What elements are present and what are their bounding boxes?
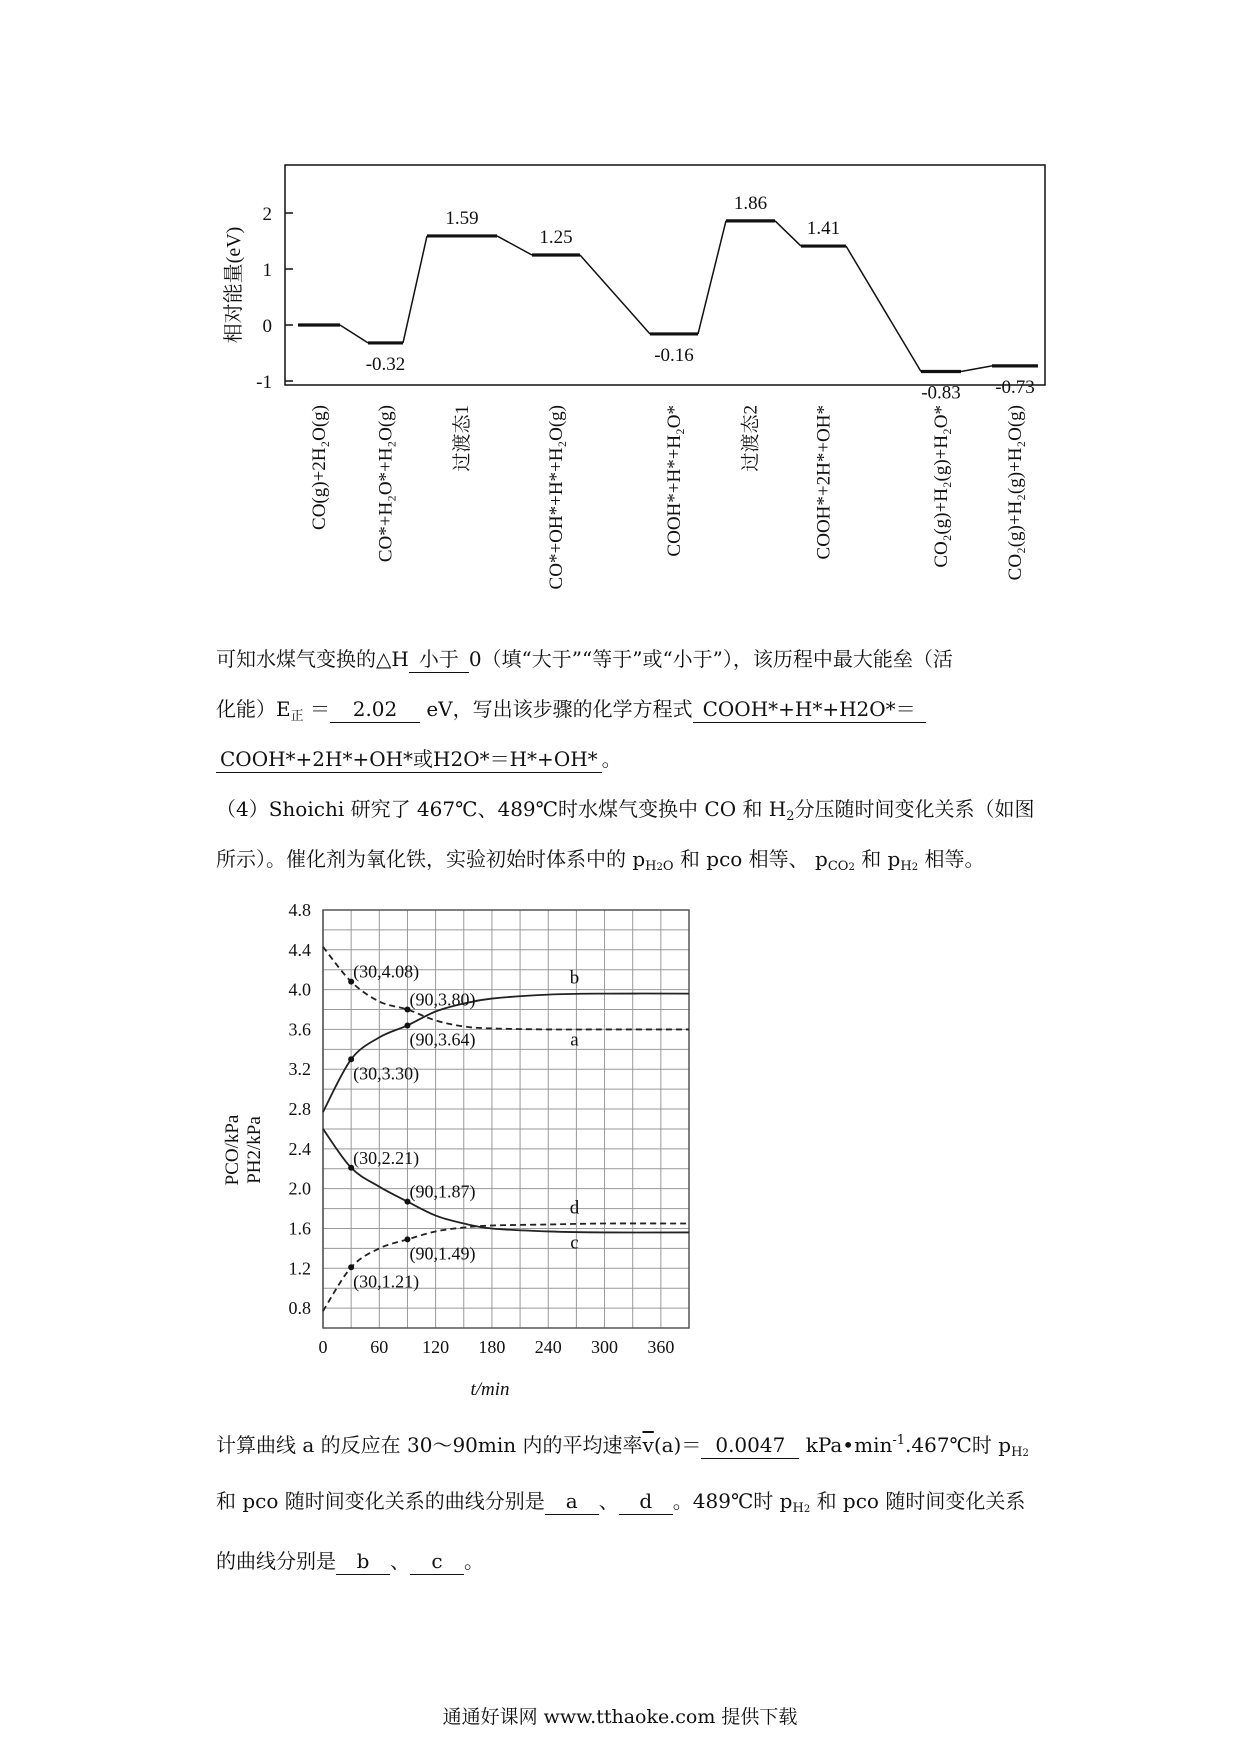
answer-467-h2: a bbox=[545, 1488, 599, 1515]
series-line-c bbox=[323, 1129, 689, 1233]
energy-connector bbox=[340, 325, 368, 343]
data-point-label: (90,3.80) bbox=[409, 989, 476, 1010]
species-label: CO(g)+2H₂O(g) bbox=[309, 405, 330, 530]
answer-489-h2: b bbox=[336, 1548, 390, 1575]
energy-connector bbox=[497, 236, 532, 255]
answer-rate: 0.0047 bbox=[701, 1432, 799, 1459]
chart1-ytick-label: 2 bbox=[262, 204, 272, 225]
chart1-ytick-label: 1 bbox=[262, 260, 272, 281]
chart2-ytick-label: 4.8 bbox=[288, 900, 311, 920]
data-point-label: (30,4.08) bbox=[353, 961, 420, 982]
energy-connector bbox=[846, 246, 921, 371]
energy-value-label: 1.86 bbox=[733, 192, 768, 214]
q5-line-2: 和 pco 随时间变化关系的曲线分别是 a 、 d 。489℃时 $p_{H2}$ 和 pco 随时间变化关系 bbox=[216, 1489, 1026, 1516]
data-point-label: (30,1.21) bbox=[353, 1271, 420, 1292]
energy-connector bbox=[698, 221, 726, 334]
species-label: CO₂(g)+H₂(g)+H₂O(g) bbox=[1005, 405, 1026, 581]
chart2-ylabel-top: PCO/kPa bbox=[222, 1114, 243, 1186]
data-point-label: (90,1.87) bbox=[409, 1181, 476, 1202]
species-label: CO₂(g)+H₂(g)+H₂O* bbox=[931, 405, 952, 568]
q3-line-1: 可知水煤气变换的△H 小于 0（填“大于”“等于”或“小于”），该历程中最大能垒（活 bbox=[216, 647, 953, 671]
data-point bbox=[348, 1264, 354, 1270]
species-label: 过渡态2 bbox=[740, 405, 762, 472]
energy-connector bbox=[961, 366, 992, 372]
series-line-a bbox=[323, 947, 689, 1030]
species-label: COOH*+2H*+OH* bbox=[813, 405, 835, 560]
q4-line-2: 所示）。催化剂为氧化铁，实验初始时体系中的 $p_{H2O}$ 和 pco 相等、 $p_{CO2}$ 和 $p_{H2}$ 相等。 bbox=[216, 847, 985, 874]
chart2-xtick-label: 60 bbox=[370, 1337, 389, 1357]
data-point bbox=[404, 1236, 410, 1242]
species-label: CO*+OH*+H*+H₂O(g) bbox=[546, 405, 567, 590]
species-label: 过渡态1 bbox=[452, 405, 473, 472]
chart2-xlabel: t/min bbox=[470, 1379, 510, 1400]
pressure-time-chart bbox=[0, 880, 1240, 1420]
data-point-label: (90,1.49) bbox=[409, 1243, 476, 1264]
answer-489-co: c bbox=[410, 1548, 464, 1575]
chart2-ytick-label: 1.6 bbox=[288, 1218, 311, 1239]
series-label-a: a bbox=[570, 1029, 579, 1051]
chart2-ytick-label: 0.8 bbox=[288, 1298, 311, 1319]
energy-value-label: -0.16 bbox=[654, 344, 694, 366]
series-line-b bbox=[323, 994, 689, 1113]
energy-connector bbox=[580, 255, 650, 334]
energy-value-label: -0.32 bbox=[365, 353, 406, 375]
chart1-ytick-label: 0 bbox=[262, 316, 272, 337]
answer-equation-part2: COOH*+2H*+OH*或H2O*＝H*+OH* bbox=[216, 746, 602, 773]
chart2-xtick-label: 0 bbox=[318, 1337, 328, 1357]
data-point bbox=[348, 1056, 354, 1062]
series-label-c: c bbox=[570, 1232, 579, 1254]
species-label: CO*+H₂O*+H₂O(g) bbox=[375, 405, 397, 563]
chart2-ylabel-bottom: PH2/kPa bbox=[244, 1116, 265, 1184]
chart2-xtick-label: 300 bbox=[591, 1337, 619, 1357]
energy-value-label: 1.41 bbox=[806, 218, 841, 240]
series-line-d bbox=[323, 1223, 689, 1311]
data-point bbox=[404, 1022, 410, 1028]
chart2-ytick-label: 2.0 bbox=[288, 1178, 311, 1199]
energy-connector bbox=[403, 236, 427, 343]
chart2-ytick-label: 4.4 bbox=[288, 939, 311, 960]
chart1-ytick-label: -1 bbox=[256, 372, 272, 393]
answer-delta-h: 小于 bbox=[409, 646, 469, 673]
energy-value-label: -0.83 bbox=[921, 382, 961, 404]
chart2-ytick-label: 3.2 bbox=[288, 1059, 311, 1080]
series-label-b: b bbox=[569, 967, 580, 989]
answer-activation-energy: 2.02 bbox=[330, 696, 420, 723]
energy-value-label: 1.59 bbox=[445, 207, 479, 229]
chart2-xtick-label: 240 bbox=[534, 1337, 562, 1357]
chart2-ytick-label: 3.6 bbox=[288, 1019, 311, 1040]
answer-467-co: d bbox=[619, 1488, 673, 1515]
q3-line-2: 化能）$E_正 = 2.02$ eV，写出该步骤的化学方程式 COOH*+H*+H2O*＝ bbox=[216, 696, 1052, 730]
q4-line-1: （4）Shoichi 研究了 467℃、489℃时水煤气变换中 CO 和 $H_2$分压随时间变化关系（如图 bbox=[216, 797, 1035, 824]
chart2-ytick-label: 2.4 bbox=[288, 1138, 311, 1159]
chart1-ylabel: 相对能量(eV) bbox=[223, 226, 245, 344]
data-point-label: (30,2.21) bbox=[353, 1147, 420, 1168]
chart2-ytick-label: 4.0 bbox=[288, 979, 311, 1000]
species-label: COOH*+H*+H₂O* bbox=[664, 405, 685, 557]
chart2-xtick-label: 180 bbox=[478, 1337, 506, 1357]
energy-value-label: 1.25 bbox=[539, 227, 573, 248]
energy-connector bbox=[775, 221, 801, 246]
q5-line-1: 计算曲线 a 的反应在 30～90min 内的平均速率$\overline{v}(a)= 0.0047$ $kPa•\min^{-1}.467℃$时 $p_{H2}$ bbox=[216, 1433, 1029, 1460]
chart2-xtick-label: 120 bbox=[422, 1337, 450, 1357]
chart2-ytick-label: 2.8 bbox=[288, 1099, 311, 1120]
chart2-xtick-label: 360 bbox=[647, 1337, 675, 1357]
answer-equation-part1: COOH*+H*+H2O*＝ bbox=[693, 696, 926, 723]
data-point-label: (90,3.64) bbox=[409, 1029, 476, 1050]
series-label-d: d bbox=[569, 1197, 580, 1219]
energy-value-label: -0.73 bbox=[995, 376, 1035, 398]
energy-profile-chart bbox=[0, 0, 1240, 640]
footer-source: 通通好课网 www.tthaoke.com 提供下载 bbox=[442, 1706, 798, 1728]
q5-line-3: 的曲线分别是 b 、 c 。 bbox=[216, 1549, 484, 1573]
data-point-label: (30,3.30) bbox=[353, 1063, 420, 1084]
q3-line-3: COOH*+2H*+OH*或H2O*＝H*+OH* 。 bbox=[216, 746, 1052, 773]
chart2-ytick-label: 1.2 bbox=[288, 1258, 311, 1279]
